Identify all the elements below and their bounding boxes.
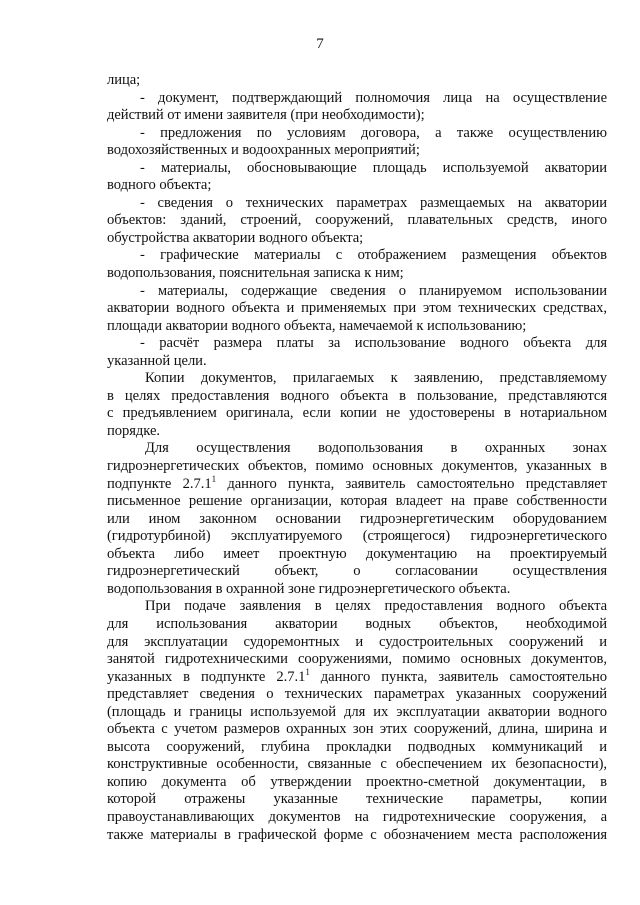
text-line: указанной цели. — [107, 352, 207, 369]
text-line: конструктивные особенности, связанные с обеспечением их безопасности), — [107, 756, 607, 773]
text-line: водопользования в охранной зоне гидроэнергетического объекта. — [107, 580, 511, 597]
text-line: с предъявлением оригинала, если копии не удостоверены в нотариальном — [107, 405, 607, 422]
text-segment: указанных в подпункте 2.7.1 — [107, 668, 306, 685]
text-line: объектов: зданий, строений, сооружений, плавательных средств, иного — [107, 212, 607, 229]
text-line: акватории водного объекта и применяемых при этом технических средствах, — [107, 300, 607, 317]
text-line: площади акватории водного объекта, намечаемой к использованию; — [107, 317, 527, 334]
footnote-superscript: 1 — [305, 666, 310, 677]
text-line: Для осуществления водопользования в охранных зонах — [145, 440, 607, 457]
text-line: водного объекта; — [107, 177, 212, 194]
text-line: гидроэнергетических объектов, помимо основных документов, указанных в — [107, 458, 607, 475]
text-line: лица; — [107, 72, 141, 88]
text-segment: данного пункта, заявитель самостоятельно представляет — [216, 475, 607, 492]
text-line: также материалы в графической форме с обозначением места расположения — [107, 826, 607, 843]
text-line: занятой гидротехническими сооружениями, помимо основных документов, — [107, 651, 607, 668]
text-line: копию документа об утверждении проектно-сметной документации, в — [107, 773, 607, 790]
text-line: - документ, подтверждающий полномочия лица на осуществление — [140, 89, 607, 106]
text-segment: подпункте 2.7.1 — [107, 475, 212, 492]
text-line: - материалы, содержащие сведения о планируемом использовании — [140, 282, 607, 299]
text-line: которой отражены указанные технические параметры, копии — [107, 791, 607, 808]
footnote-superscript: 1 — [211, 473, 217, 484]
text-line: - расчёт размера платы за использование водного объекта для — [140, 335, 607, 352]
text-line: высота сооружений, глубина прокладки подводных коммуникаций и — [107, 738, 607, 755]
text-line: (гидротурбиной) эксплуатируемого (строящегося) гидроэнергетического — [107, 528, 607, 545]
document-body — [107, 72, 607, 844]
text-line: - графические материалы с отображением размещения объектов — [140, 247, 607, 264]
text-line: водопользования, пояснительная записка к ним; — [107, 265, 404, 282]
text-line: для использования акватории водных объектов, необходимой — [107, 615, 607, 632]
text-line: в целях предоставления водного объекта в пользование, представляются — [107, 387, 607, 404]
text-line: (площадь и границы используемой для их эксплуатации акватории водного — [107, 703, 607, 720]
text-line: порядке. — [107, 422, 160, 439]
text-line: объекта либо имеет проектную документацию на проектируемый — [107, 545, 607, 562]
text-line: При подаче заявления в целях предоставления водного объекта — [145, 598, 607, 615]
text-line: правоустанавливающих документов на гидротехнические сооружения, а — [107, 808, 607, 825]
text-line: - предложения по условиям договора, а также осуществлению — [140, 124, 607, 141]
text-line: письменное решение организации, которая владеет на праве собственности — [107, 493, 607, 510]
text-line: - материалы, обосновывающие площадь используемой акватории — [140, 159, 607, 176]
text-line: водохозяйственных и водоохранных мероприятий; — [107, 142, 420, 159]
text-line: объекта с учетом размеров охранных зон этих сооружений, длина, ширина и — [107, 721, 607, 738]
text-line: Копии документов, прилагаемых к заявлению, представляемому — [145, 370, 607, 387]
text-line: представляет сведения о технических параметрах указанных сооружений — [107, 686, 607, 703]
text-segment: данного пункта, заявитель самостоятельно — [309, 668, 608, 685]
text-line: или ином законном основании гидроэнергетическим оборудованием — [107, 510, 607, 527]
text-line: гидроэнергетический объект, о согласовании осуществления — [107, 563, 607, 580]
page-number: 7 — [316, 36, 324, 52]
text-line — [107, 666, 608, 687]
text-line — [107, 473, 607, 494]
text-line: для эксплуатации судоремонтных и судостроительных сооружений и — [107, 633, 607, 650]
text-line: обустройства акватории водного объекта; — [107, 229, 364, 246]
text-line: - сведения о технических параметрах размещаемых на акватории — [140, 194, 607, 211]
text-line: действий от имени заявителя (при необходимости); — [107, 107, 425, 124]
